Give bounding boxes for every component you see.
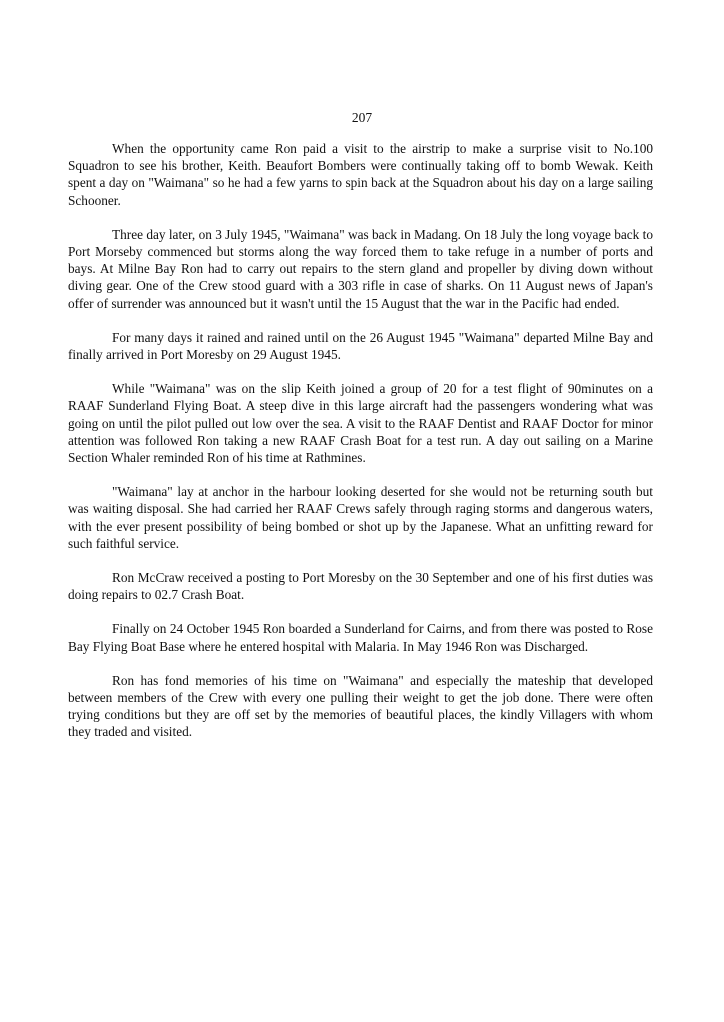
page-number: 207 [351,110,373,125]
paragraph-4: While "Waimana" was on the slip Keith joined a group of 20 for a test flight of 90minutes on a RAAF Sunderland Flying Boat. A steep dive in this large aircraft had the passengers wondering what was going on until the pilot pulled out low over the sea. A visit to the RAAF Dentist and RAAF Doctor for minor attention was followed Ron taking a new RAAF Crash Boat for a test run. A day out sailing on a Marine Section Whaler reminded Ron of his time at Rathmines. [68,381,653,466]
paragraph-5: "Waimana" lay at anchor in the harbour looking deserted for she would not be returning south but was waiting disposal. She had carried her RAAF Crews safely through raging storms and dangerous waters, with the ever present possibility of being bombed or shot up by the Japanese. What an unfitting reward for such faithful service. [68,484,653,551]
paragraph-8: Ron has fond memories of his time on "Waimana" and especially the mateship that developed between members of the Crew with every one pulling their weight to get the job done. There were often trying conditions but they are off set by the memories of beautiful places, the kindly Villagers with whom they traded and visited. [68,672,653,740]
paragraph-2: Three day later, on 3 July 1945, "Waimana" was back in Madang. On 18 July the long voyage back to Port Morseby commenced but storms along the way forced them to take refuge in a number of ports and bays. At Milne Bay Ron had to carry out repairs to the stern gland and propeller by diving down without diving gear. One of the Crew stood guard with a 303 rifle in case of sharks. On 11 August news of Japan's offer of surrender was announced but it wasn't until the 15 August that the war in the Pacific had ended. [68,226,653,311]
paragraph-7: Finally on 24 October 1945 Ron boarded a Sunderland for Cairns, and from there was posted to Rose Bay Flying Boat Base where he entered hospital with Malaria. In May 1946 Ron was Discharged. [68,621,653,654]
paragraph-1: When the opportunity came Ron paid a visit to the airstrip to make a surprise visit to No.100 Squadron to see his brother, Keith. Beaufort Bombers were continually taking off to bomb Wewak. Keith spent a day on "Waimana" so he had a few yarns to spin back at the Squadron about his day on a large sailing Schooner. [68,141,653,208]
paragraph-6: Ron McCraw received a posting to Port Moresby on the 30 September and one of his first duties was doing repairs to 02.7 Crash Boat. [68,570,653,603]
paragraph-3: For many days it rained and rained until on the 26 August 1945 "Waimana" departed Milne Bay and finally arrived in Port Moresby on 29 August 1945. [68,329,653,363]
body-text [68,140,653,758]
